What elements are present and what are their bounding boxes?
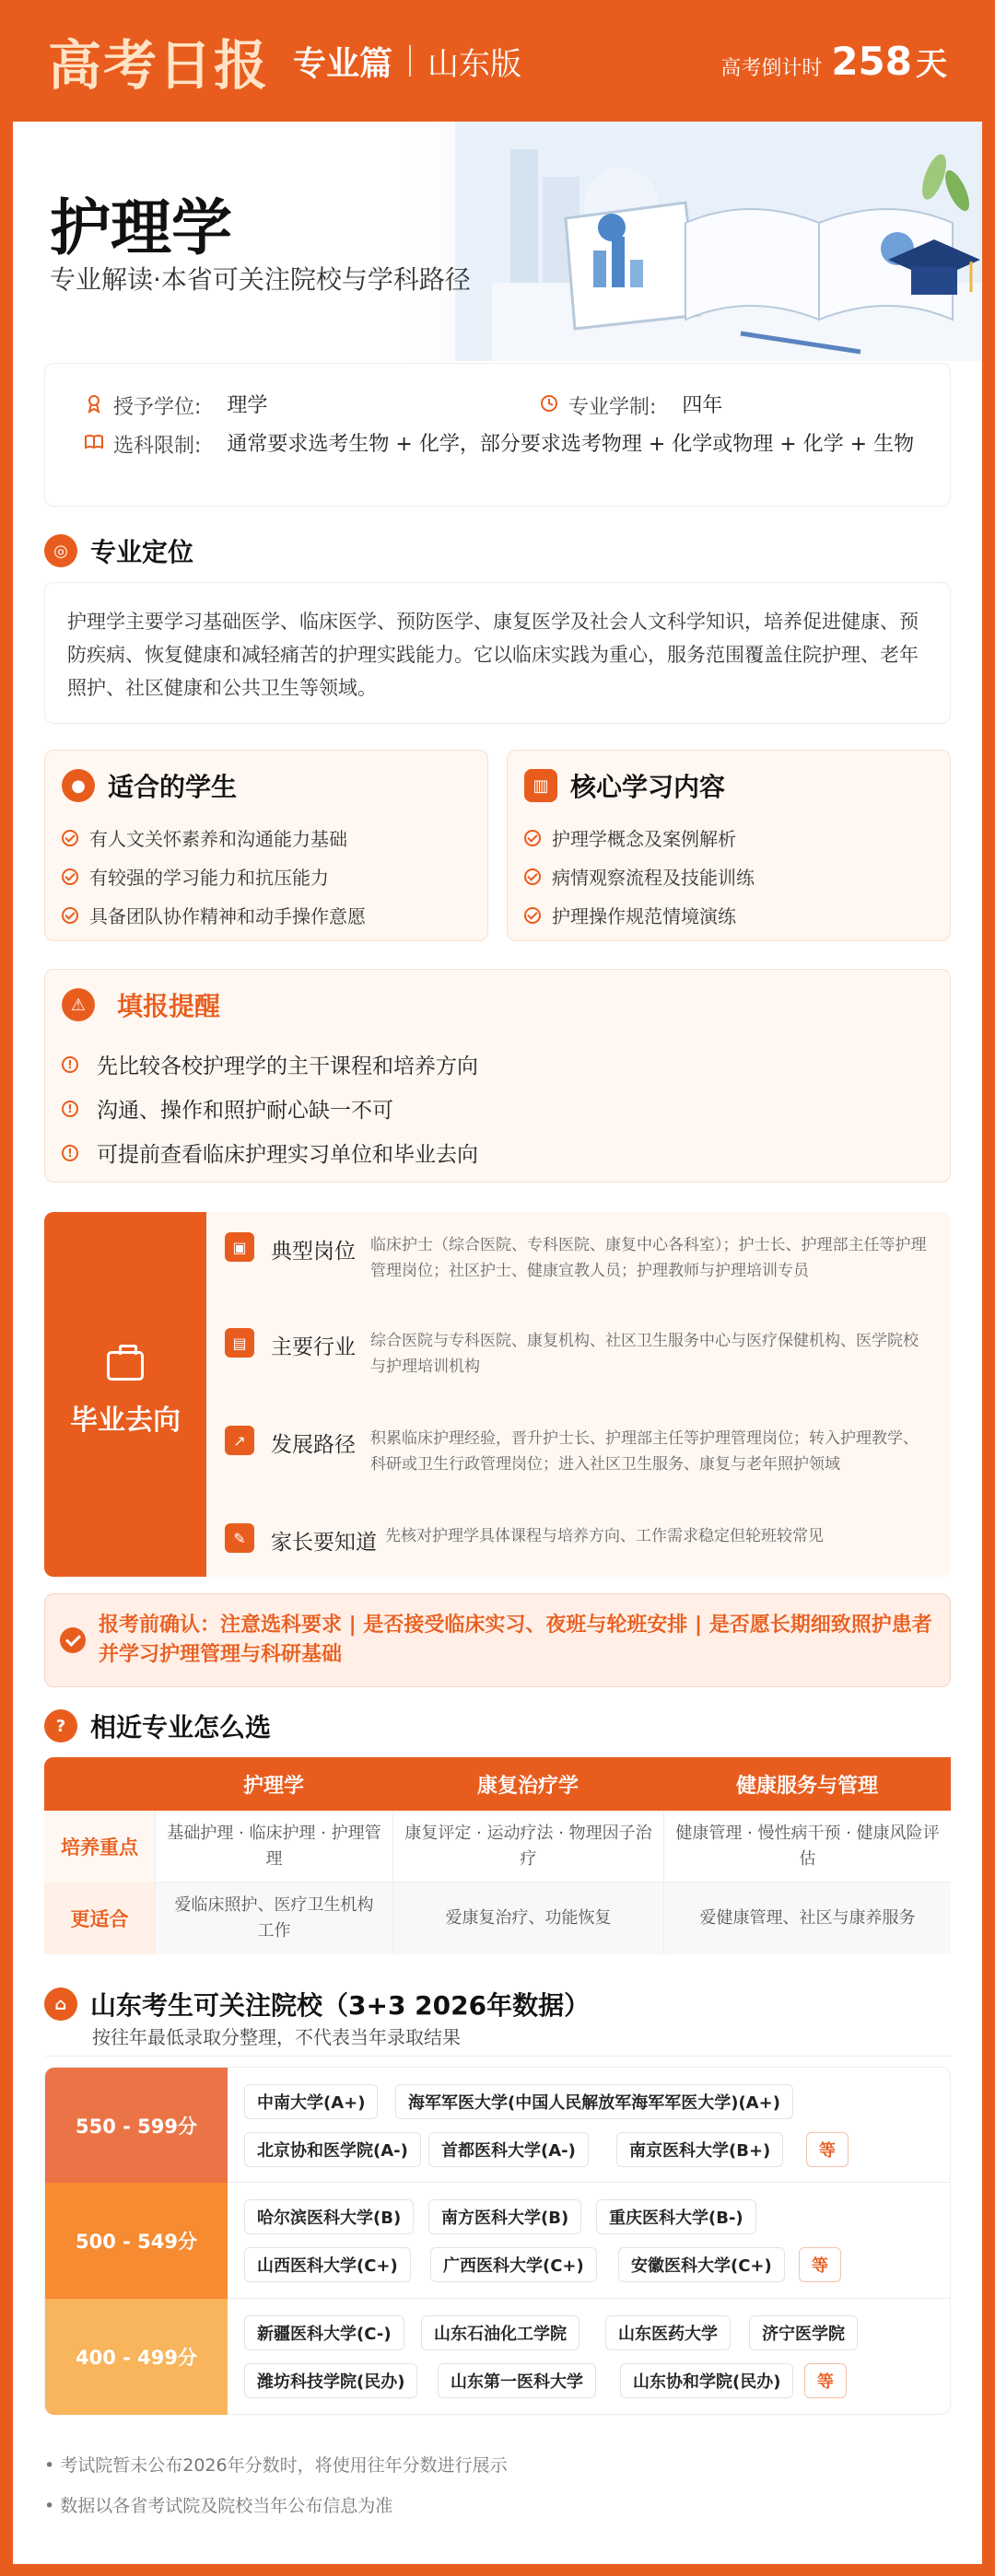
reminder-item-text: 沟通、操作和照护耐心缺一不可 xyxy=(97,1099,393,1123)
reminder-item xyxy=(62,1137,478,1168)
graduation-row xyxy=(225,1232,932,1284)
reminder-box xyxy=(44,969,951,1183)
subjects-value: 通常要求选考生物 + 化学，部分要求选考物理 + 化学或物理 + 化学 + 生物 xyxy=(227,433,915,456)
core-heading xyxy=(524,767,725,804)
basic-info-box xyxy=(44,363,951,507)
school-chip[interactable]: 重庆医科大学(B-) xyxy=(596,2199,756,2234)
briefcase-icon xyxy=(107,1351,144,1381)
header-divider xyxy=(409,45,411,76)
school-chip[interactable]: 山东医药大学 xyxy=(605,2315,731,2350)
reminder-title: 填报提醒 xyxy=(117,991,221,1021)
suitable-title: 适合的学生 xyxy=(108,772,238,802)
more-schools-tag[interactable]: 等 xyxy=(806,2132,849,2167)
compare-table xyxy=(44,1757,951,1954)
tier-range: 400 - 499分 xyxy=(45,2299,228,2415)
home-icon: ⌂ xyxy=(44,1987,77,2021)
row-header: 更适合 xyxy=(44,1882,155,1954)
check-icon xyxy=(62,830,78,846)
compass-icon: ◎ xyxy=(44,534,77,567)
countdown-label: 高考倒计时 xyxy=(720,56,823,80)
graduation-side-panel xyxy=(44,1212,206,1577)
school-chip[interactable]: 新疆医科大学(C-) xyxy=(244,2315,404,2350)
school-chip[interactable]: 中南大学(A+) xyxy=(244,2084,378,2119)
check-icon xyxy=(524,907,541,924)
check-icon xyxy=(62,907,78,924)
positioning-box xyxy=(44,582,951,724)
score-tier xyxy=(44,2067,951,2183)
alert-icon: ! xyxy=(62,1101,78,1117)
suitable-item xyxy=(62,902,366,928)
countdown-unit: 天 xyxy=(916,45,947,83)
reminder-heading xyxy=(62,986,220,1023)
row-header: 培养重点 xyxy=(44,1811,155,1882)
core-item xyxy=(524,824,736,851)
school-chip[interactable]: 海军军医大学(中国人民解放军海军军医大学)(A+) xyxy=(395,2084,793,2119)
alert-icon: ! xyxy=(62,1145,78,1161)
graduation-row xyxy=(225,1328,932,1380)
edition-label: 山东版 xyxy=(427,45,522,83)
brand-title: 高考日报 xyxy=(48,34,270,97)
degree-row xyxy=(84,391,267,421)
suitable-item xyxy=(62,863,329,890)
school-chip[interactable]: 北京协和医学院(A-) xyxy=(244,2132,421,2167)
check-icon xyxy=(62,868,78,885)
school-chip[interactable]: 哈尔滨医科大学(B) xyxy=(244,2199,414,2234)
score-tier xyxy=(44,2183,951,2299)
school-chip[interactable]: 山东石油化工学院 xyxy=(421,2315,579,2350)
core-title: 核心学习内容 xyxy=(570,772,726,802)
graduation-row-key: 发展路径 xyxy=(271,1433,356,1457)
confirm-banner xyxy=(44,1593,951,1687)
warning-icon: ⚠ xyxy=(62,988,95,1021)
suitable-item-text: 有人文关怀素养和沟通能力基础 xyxy=(89,828,347,850)
book-open-icon: ▥ xyxy=(524,769,557,802)
alert-icon: ! xyxy=(62,1056,78,1073)
suitable-students-box xyxy=(44,750,488,941)
column-header: 康复治疗学 xyxy=(392,1757,663,1811)
graduation-row-value: 先核对护理学具体课程与培养方向、工作需求稳定但轮班较常见 xyxy=(385,1527,824,1545)
graduation-label: 毕业去向 xyxy=(70,1405,181,1437)
ribbon-icon xyxy=(84,393,104,414)
hero-banner xyxy=(13,122,982,361)
core-item-text: 病情观察流程及技能训练 xyxy=(552,867,755,889)
duration-row xyxy=(539,391,722,421)
degree-label: 授予学位: xyxy=(113,396,202,419)
positioning-heading xyxy=(44,532,193,569)
pin-icon: ✎ xyxy=(225,1523,254,1553)
graduation-row-key: 主要行业 xyxy=(271,1335,356,1359)
suitable-item-text: 具备团队协作精神和动手操作意愿 xyxy=(89,905,366,927)
clock-icon xyxy=(539,393,559,414)
tier-range: 500 - 549分 xyxy=(45,2183,228,2299)
check-icon xyxy=(524,868,541,885)
school-chip[interactable]: 山东第一医科大学 xyxy=(438,2363,596,2398)
footnote: • 考试院暂未公布2026年分数时，将使用往年分数进行展示 xyxy=(44,2455,508,2476)
school-chip[interactable]: 济宁医学院 xyxy=(749,2315,858,2350)
reminder-item xyxy=(62,1049,478,1079)
footnote-text: 考试院暂未公布2026年分数时，将使用往年分数进行展示 xyxy=(60,2455,508,2476)
id-card-icon: ▣ xyxy=(225,1232,254,1262)
graduation-row-key: 典型岗位 xyxy=(271,1240,356,1264)
person-icon: ● xyxy=(62,769,95,802)
books-illustration xyxy=(455,122,982,361)
school-chip[interactable]: 山西医科大学(C+) xyxy=(244,2247,411,2282)
subjects-row xyxy=(84,430,931,460)
suitable-heading xyxy=(62,767,237,804)
duration-label: 专业学制: xyxy=(568,396,657,419)
schools-subtitle: 按往年最低录取分整理，不代表当年录取结果 xyxy=(92,2026,461,2048)
table-cell: 爱健康管理、社区与康养服务 xyxy=(663,1882,951,1954)
core-item xyxy=(524,902,736,928)
compare-title: 相近专业怎么选 xyxy=(90,1712,272,1743)
graduation-row-key: 家长要知道 xyxy=(271,1531,377,1555)
column-header: 护理学 xyxy=(155,1757,392,1811)
building-icon: ▤ xyxy=(225,1328,254,1358)
table-cell: 健康管理 · 慢性病干预 · 健康风险评估 xyxy=(663,1811,951,1882)
schools-heading xyxy=(44,1986,590,2022)
graduation-row-value: 积累临床护理经验，晋升护士长、护理部主任等护理管理岗位；转入护理教学、科研或卫生行政管理岗位；进入社区卫生服务、康复与老年照护领域 xyxy=(370,1429,919,1474)
school-chip[interactable]: 山东协和学院(民办) xyxy=(620,2363,793,2398)
trend-up-icon: ↗ xyxy=(225,1426,254,1455)
footnote: • 数据以各省考试院及院校当年公布信息为准 xyxy=(44,2496,393,2516)
top-header xyxy=(0,0,995,122)
positioning-title: 专业定位 xyxy=(90,537,194,567)
school-chip[interactable]: 广西医科大学(C+) xyxy=(430,2247,597,2282)
schools-title: 山东考生可关注院校（3+3 2026年数据） xyxy=(90,1990,591,2021)
positioning-text: 护理学主要学习基础医学、临床医学、预防医学、康复医学及社会人文科学知识，培养促进健康、预防疾病、恢复健康和减轻痛苦的护理实践能力。它以临床实践为重心，服务范围覆盖住院护理、老年照护、社区健康和公共卫生等领域。 xyxy=(67,611,919,699)
book-icon xyxy=(84,432,104,452)
school-chip[interactable]: 首都医科大学(A-) xyxy=(428,2132,589,2167)
check-circle-icon xyxy=(60,1627,86,1653)
confirm-text: 报考前确认：注意选科要求 | 是否接受临床实习、夜班与轮班安排 | 是否愿长期细致照护患者并学习护理管理与科研基础 xyxy=(99,1614,932,1666)
school-chip[interactable]: 南京医科大学(B+) xyxy=(616,2132,783,2167)
table-cell: 康复评定 · 运动疗法 · 物理因子治疗 xyxy=(392,1811,663,1882)
compare-heading xyxy=(44,1708,271,1744)
table-cell: 爱康复治疗、功能恢复 xyxy=(392,1882,663,1954)
section-label: 专业篇 xyxy=(293,44,393,83)
content-card xyxy=(13,122,982,2564)
duration-value: 四年 xyxy=(682,394,723,417)
degree-value: 理学 xyxy=(227,394,268,417)
graduation-row-value: 临床护士（综合医院、专科医院、康复中心各科室）；护士长、护理部主任等护理管理岗位；社区护士、健康宣教人员；护理教师与护理培训专员 xyxy=(370,1236,927,1280)
major-title: 护理学 xyxy=(50,192,232,263)
graduation-row-value: 综合医院与专科医院、康复机构、社区卫生服务中心与医疗保健机构、医学院校与护理培训机构 xyxy=(370,1332,919,1376)
core-item-text: 护理学概念及案例解析 xyxy=(552,828,736,850)
more-schools-tag[interactable]: 等 xyxy=(799,2247,841,2282)
core-learning-box xyxy=(507,750,951,941)
table-cell: 基础护理 · 临床护理 · 护理管理 xyxy=(155,1811,392,1882)
core-item xyxy=(524,863,755,890)
graduation-row xyxy=(225,1426,932,1477)
countdown-value: 258 xyxy=(831,38,912,84)
school-chip[interactable]: 安徽医科大学(C+) xyxy=(618,2247,785,2282)
footnote-text: 数据以各省考试院及院校当年公布信息为准 xyxy=(60,2496,393,2516)
major-subtitle: 专业解读·本省可关注院校与学科路径 xyxy=(50,264,471,295)
check-icon xyxy=(524,830,541,846)
tier-range: 550 - 599分 xyxy=(45,2068,228,2184)
subjects-label: 选科限制: xyxy=(113,435,202,458)
graduation-row xyxy=(225,1523,947,1556)
reminder-item-text: 可提前查看临床护理实习单位和毕业去向 xyxy=(97,1143,478,1167)
column-header: 健康服务与管理 xyxy=(663,1757,951,1811)
more-schools-tag[interactable]: 等 xyxy=(804,2363,847,2398)
exam-countdown xyxy=(720,39,947,84)
graduation-box xyxy=(44,1212,951,1577)
reminder-item xyxy=(62,1093,393,1124)
school-chip[interactable]: 南方医科大学(B) xyxy=(428,2199,581,2234)
section-divider xyxy=(44,2056,951,2057)
score-tier xyxy=(44,2299,951,2415)
school-chip[interactable]: 潍坊科技学院(民办) xyxy=(244,2363,417,2398)
table-cell: 爱临床照护、医疗卫生机构工作 xyxy=(155,1882,392,1954)
suitable-item-text: 有较强的学习能力和抗压能力 xyxy=(89,867,329,889)
reminder-item-text: 先比较各校护理学的主干课程和培养方向 xyxy=(97,1055,478,1078)
core-item-text: 护理操作规范情境演练 xyxy=(552,905,736,927)
question-icon: ? xyxy=(44,1709,77,1743)
suitable-item xyxy=(62,824,347,851)
